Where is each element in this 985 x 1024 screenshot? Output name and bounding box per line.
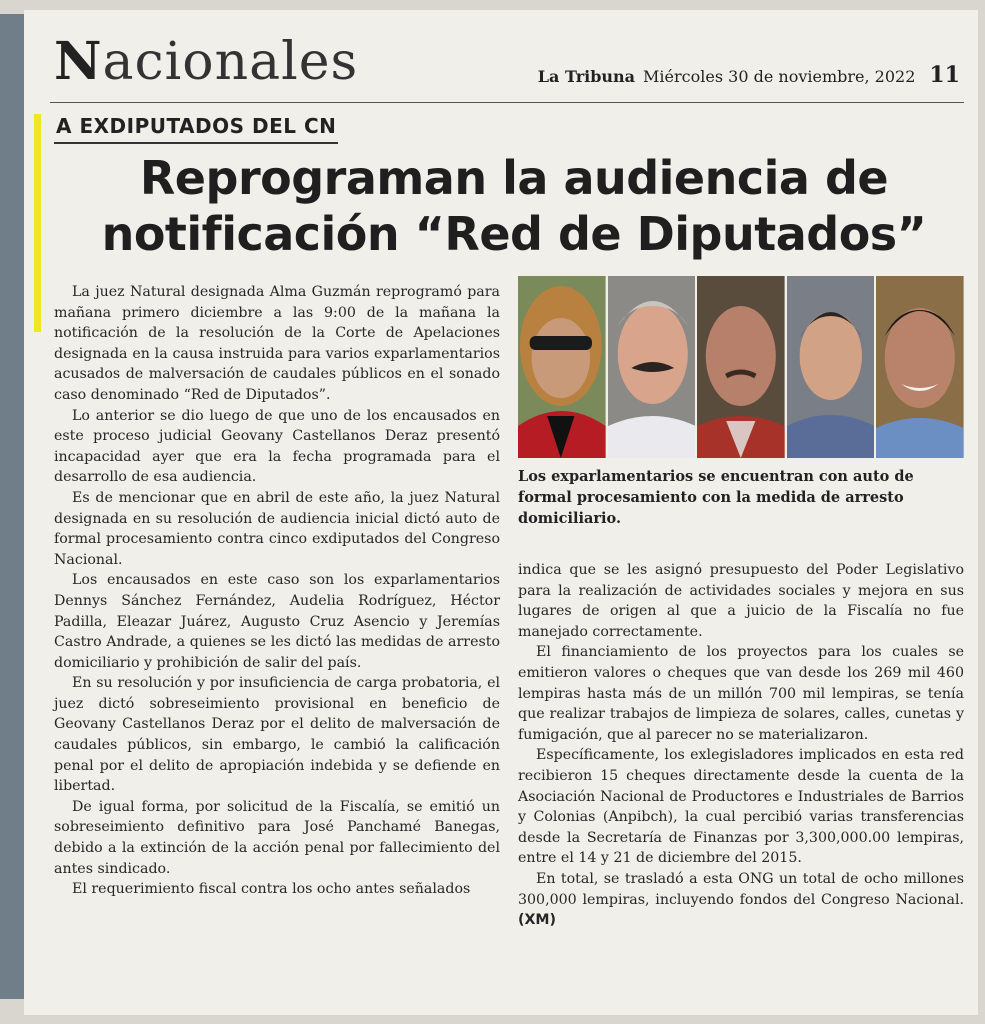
- paragraph: Los encausados en este caso son los exparlamentarios Dennys Sánchez Fernández, Audelia Rodríguez, Héctor Padilla, Eleazar Juárez, Augusto Cruz Asencio y Jeremías Castro Andrade, a quienes se les dictó las medidas de arresto domiciliario y prohibición de salir del país.: [54, 572, 500, 671]
- kicker-underline: [54, 142, 338, 144]
- portrait-man-bald: [697, 276, 785, 458]
- photo-caption: Los exparlamentarios se encuentran con auto de formal procesamiento con la medida de arresto domiciliario.: [518, 468, 914, 527]
- paragraph: El requerimiento fiscal contra los ocho antes señalados: [72, 881, 471, 898]
- paragraph: Lo anterior se dio luego de que uno de los encausados en este proceso judicial Geovany Castellanos Deraz presentó incapacidad ayer que era la fecha programada para el desarrollo de esa audiencia.: [54, 407, 500, 486]
- paragraph: El financiamiento de los proyectos para los cuales se emitieron valores o cheques que van desde los 269 mil 460 lempiras hasta más de un millón 700 mil lempiras, se tenía que realizar trabajos de limpieza de solares, calles, cunetas y fumigación, que al parecer no se materializaron.: [518, 644, 964, 743]
- paragraph: indica que se les asignó presupuesto del Poder Legislativo para la realización de actividades sociales y mejora en sus lugares de origen al que a juicio de la Fiscalía no fue manejado correctamente.: [518, 562, 964, 640]
- scan-edge-strip: [0, 14, 24, 999]
- paragraph: En su resolución y por insuficiencia de carga probatoria, el juez dictó sobreseimiento provisional en beneficio de Geovany Castellanos Deraz por el delito de malversación de caudales públicos, sin embargo, le cambió la calificación penal por el delito de apropiación indebida y se defiende en libertad.: [54, 675, 500, 795]
- header-rule: [50, 102, 964, 103]
- section-title: [54, 32, 358, 92]
- paragraph: De igual forma, por solicitud de la Fiscalía, se emitió un sobreseimiento definitivo para José Panchamé Banegas, debido a la extinción de la acción penal por fallecimiento del antes sindicado.: [54, 798, 500, 877]
- section-title-initial: N: [54, 31, 103, 92]
- author-signature: (XM): [518, 912, 557, 929]
- portrait-woman: [518, 276, 606, 458]
- masthead-info: [538, 62, 960, 88]
- portrait-man-young: [787, 276, 875, 458]
- article-column-right: [518, 560, 964, 931]
- group-photo: [518, 276, 964, 458]
- portrait-man-smiling: [876, 276, 964, 458]
- highlighter-mark: [34, 114, 41, 332]
- paragraph: [518, 869, 964, 931]
- kicker: A EXDIPUTADOS DEL CN: [56, 114, 337, 138]
- paragraph: Específicamente, los exlegisladores implicados en esta red recibieron 15 cheques directamente desde la cuenta de la Asociación Nacional de Productores e Industriales de Barrios y Colonias (Anpibch), la cual percibió varias transferencias desde la Secretaría de Finanzas por 3,300,000.00 lempiras, entre el 14 y 21 de diciembre del 2015.: [518, 747, 964, 867]
- paragraph: La juez Natural designada Alma Guzmán reprogramó para mañana primero diciembre a las 9:00 de la mañana la notificación de la resolución de la Corte de Apelaciones designada en la causa instruida para varios exparlamentarios acusados de malversación de caudales públicos en el sonado caso denominado “Red de Diputados”.: [54, 284, 500, 403]
- article-column-left: [54, 282, 500, 900]
- portrait-man-mustache: [608, 276, 696, 458]
- page-number: 11: [929, 62, 960, 88]
- paragraph-text: En total, se trasladó a esta ONG un total de ocho millones 300,000 lempiras, incluyendo fondos del Congreso Nacional.: [518, 870, 964, 908]
- paragraph: Es de mencionar que en abril de este año, la juez Natural designada en su resolución de audiencia inicial dictó auto de formal procesamiento contra cinco exdiputados del Congreso Nacional.: [54, 489, 500, 568]
- headline: Reprograman la audiencia de notificación “Red de Diputados”: [101, 151, 927, 261]
- publication-date: Miércoles 30 de noviembre, 2022: [643, 67, 916, 86]
- section-title-rest: acionales: [102, 32, 359, 92]
- publication-name: La Tribuna: [537, 67, 636, 86]
- newspaper-page: [24, 10, 978, 1015]
